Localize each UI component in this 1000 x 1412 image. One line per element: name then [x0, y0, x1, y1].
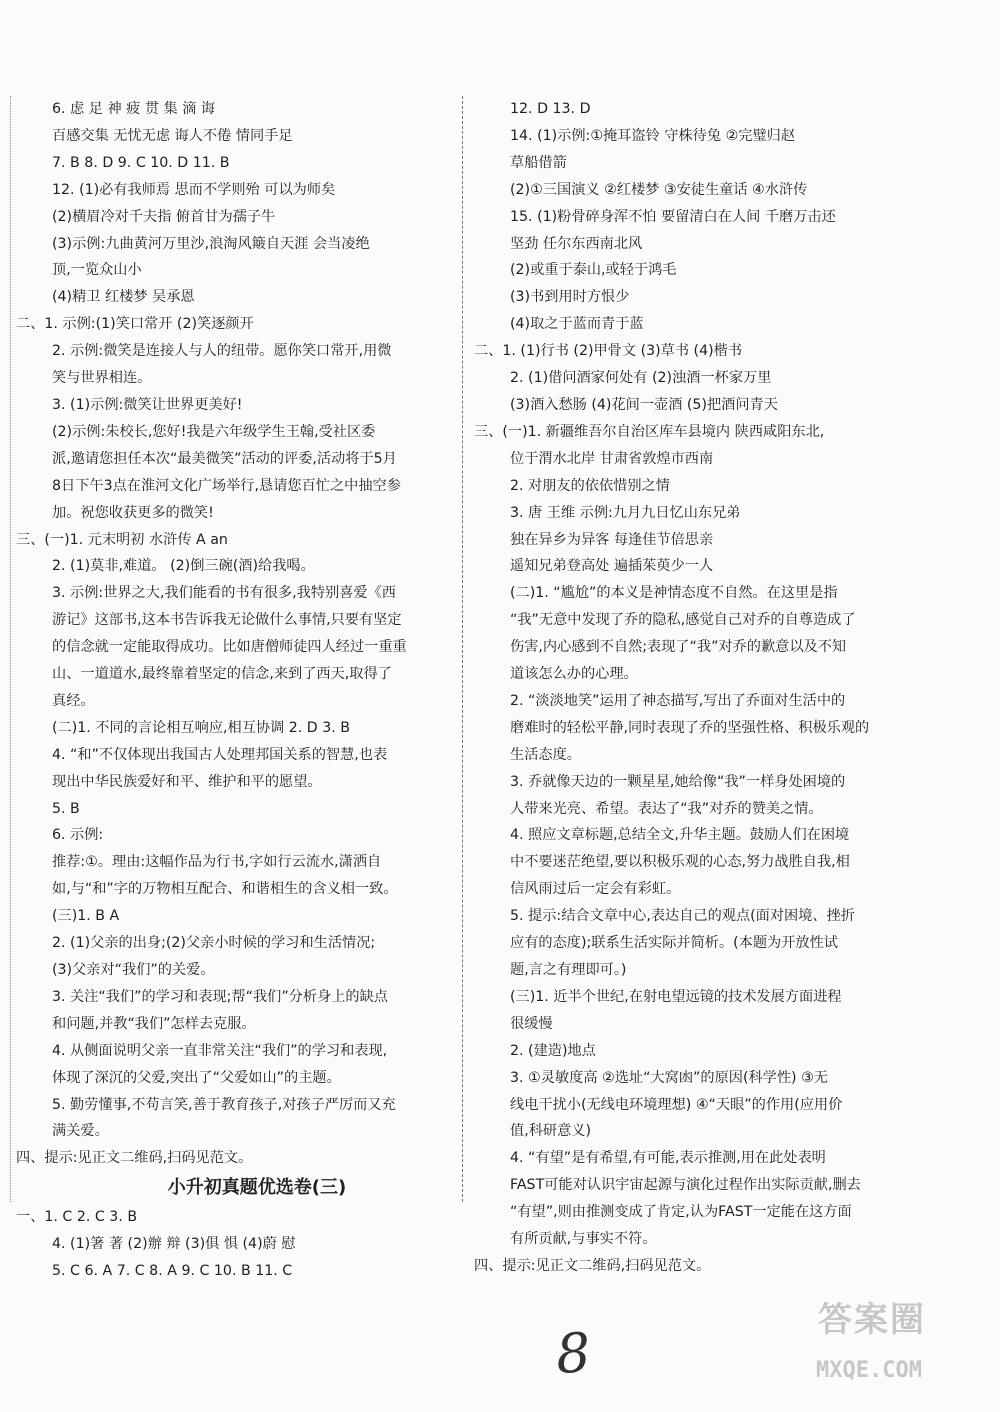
answer-line: 位于渭水北岸 甘肃省敦煌市西南	[510, 450, 714, 467]
answer-line: (4)精卫 红楼梦 吴承恩	[52, 289, 195, 306]
answer-line: 3. 示例:世界之大,我们能看的书有很多,我特别喜爱《西	[52, 585, 396, 602]
answer-line: 12. (1)必有我师焉 思而不学则殆 可以为师矣	[52, 181, 336, 198]
answer-line: “我”无意中发现了乔的隐私,感觉自己对乔的自尊造成了	[510, 612, 856, 629]
section-title: 小升初真题优选卷(三)	[167, 1177, 347, 1199]
answer-line: (4)取之于蓝而青于蓝	[510, 316, 644, 333]
answer-line: 题,言之有理即可。)	[510, 962, 627, 978]
answer-line: (3)书到用时方恨少	[510, 289, 630, 306]
answer-line: 山、一道道水,最终靠着坚定的信念,来到了西天,取得了	[52, 666, 392, 683]
answer-line: 生活态度。	[510, 746, 581, 763]
answer-line: 3. 乔就像天边的一颗星星,她给像“我”一样身处困境的	[510, 773, 846, 790]
answer-line: 值,科研意义)	[510, 1123, 591, 1140]
column-divider	[462, 96, 463, 1202]
answer-line: 4. “和”不仅体现出我国古人处理邦国关系的智慧,也表	[52, 746, 388, 763]
answer-line: 三、(一)1. 元末明初 水浒传 A an	[16, 531, 228, 548]
answer-line: (2)或重于泰山,或轻于鸿毛	[510, 262, 677, 279]
answer-line: 2. “淡淡地笑”运用了神态描写,写出了乔面对生活中的	[510, 692, 846, 709]
answer-line: 一、1. C 2. C 3. B	[16, 1209, 138, 1226]
answer-line: 2. (1)借问酒家何处有 (2)浊酒一杯家万里	[510, 370, 772, 387]
answer-line: 游记》这部书,这本书告诉我无论做什么事情,只要有坚定	[52, 612, 402, 629]
answer-line: (2)①三国演义 ②红楼梦 ③安徒生童话 ④水浒传	[510, 181, 808, 198]
answer-line: 笑与世界相连。	[52, 370, 152, 387]
answer-line: 7. B 8. D 9. C 10. D 11. B	[52, 154, 230, 171]
answer-line: 坚劲 任尔东西南北风	[510, 235, 643, 252]
answer-line: 4. 从侧面说明父亲一直非常关注“我们”的学习和表现,	[52, 1042, 388, 1059]
page-number: 8	[553, 1320, 593, 1387]
answer-line: 人带来光亮、希望。表达了“我”对乔的赞美之情。	[510, 800, 823, 817]
answer-line: (2)横眉冷对千夫指 俯首甘为孺子牛	[52, 208, 276, 225]
answer-line: (3)酒入愁肠 (4)花间一壶酒 (5)把酒问青天	[510, 396, 778, 413]
answer-line: 四、提示:见正文二维码,扫码见范文。	[474, 1257, 711, 1274]
answer-line: 体现了深沉的父爱,突出了“父爱如山”的主题。	[52, 1069, 341, 1086]
answer-line: 5. C 6. A 7. C 8. A 9. C 10. B 11. C	[52, 1263, 293, 1280]
answer-line: 应有的态度);联系生活实际并简析。(本题为开放性试	[510, 935, 838, 952]
answer-line: FAST可能对认识宇宙起源与演化过程作出实际贡献,删去	[510, 1177, 861, 1194]
answer-line: 顶,一览众山小	[52, 262, 142, 279]
left-margin-rule	[10, 96, 11, 1202]
answer-line: 5. B	[52, 800, 80, 817]
answer-line: 线电干扰小(无线电环境理想) ④“天眼”的作用(应用价	[510, 1096, 843, 1113]
answer-line: 4. “有望”是有希望,有可能,表示推测,用在此处表明	[510, 1150, 826, 1167]
answer-line: 满关爱。	[52, 1123, 109, 1140]
answer-line: “有望”,则由推测变成了肯定,认为FAST一定能在这方面	[510, 1204, 852, 1221]
answer-line: 和问题,并教“我们”怎样去克服。	[52, 1015, 256, 1032]
answer-line: 独在异乡为异客 每逢佳节倍思亲	[510, 531, 714, 548]
answer-line: 3. 关注“我们”的学习和表现;帮“我们”分析身上的缺点	[52, 988, 388, 1005]
answer-line: 15. (1)粉骨碎身浑不怕 要留清白在人间 千磨万击还	[510, 208, 836, 225]
answer-line: 6. 示例:	[52, 827, 104, 844]
answer-line: 3. (1)示例:微笑让世界更美好!	[52, 396, 243, 413]
answer-line: 二、1. (1)行书 (2)甲骨文 (3)草书 (4)楷书	[474, 343, 743, 360]
answer-line: 伤害,内心感到不自然;表现了“我”对乔的歉意以及不知	[510, 639, 847, 656]
answer-line: 3. 唐 王维 示例:九月九日忆山东兄弟	[510, 504, 741, 521]
answer-line: 信风雨过后一定会有彩虹。	[510, 881, 681, 898]
watermark-url-text: MXQE.COM	[816, 1358, 922, 1383]
answer-line: 很缓慢	[510, 1015, 553, 1032]
answer-line: 百感交集 无忧无虑 诲人不倦 情同手足	[52, 127, 293, 144]
answer-line: 2. 示例:微笑是连接人与人的纽带。愿你笑口常开,用微	[52, 343, 392, 360]
answer-line: 派,邀请您担任本次“最美微笑”活动的评委,活动将于5月	[52, 450, 397, 467]
answer-line: 4. 照应文章标题,总结全文,升华主题。鼓励人们在困境	[510, 827, 850, 844]
answer-line: 中不要迷茫绝望,要以积极乐观的心态,努力战胜自我,相	[510, 854, 850, 871]
answer-line: 5. 勤劳懂事,不苟言笑,善于教育孩子,对孩子严厉而又充	[52, 1096, 396, 1113]
answer-line: (三)1. 近半个世纪,在射电望远镜的技术发展方面进程	[510, 988, 842, 1005]
answer-line: 草船借箭	[510, 154, 567, 171]
answer-line: 二、1. 示例:(1)笑口常开 (2)笑逐颜开	[16, 316, 254, 333]
answer-line: 道该怎么办的心理。	[510, 666, 638, 683]
left-answer-column	[16, 96, 458, 1285]
watermark-main-text: 答案圈	[818, 1300, 926, 1340]
answer-line: 加。祝您收获更多的微笑!	[52, 504, 214, 521]
answer-line: 2. (建造)地点	[510, 1042, 596, 1059]
answer-line: 4. (1)箸 著 (2)辦 辩 (3)俱 惧 (4)蔚 慰	[52, 1236, 296, 1253]
answer-line: (三)1. B A	[52, 908, 120, 925]
answer-line: (2)示例:朱校长,您好!我是六年级学生王翰,受社区委	[52, 423, 376, 440]
answer-line: 的信念就一定能取得成功。比如唐僧师徒四人经过一重重	[52, 639, 407, 656]
answer-line: 2. 对朋友的依依惜别之情	[510, 477, 670, 494]
answer-line: (3)示例:九曲黄河万里沙,浪淘风簸自天涯 会当凌绝	[52, 235, 370, 252]
answer-line: 3. ①灵敏度高 ②选址“大窝凼”的原因(科学性) ③无	[510, 1069, 828, 1086]
answer-line: 6. 虑 足 神 疲 贯 集 滴 诲	[52, 101, 216, 117]
answer-line: 14. (1)示例:①掩耳盗铃 守株待兔 ②完璧归赵	[510, 127, 796, 144]
answer-line: 8日下午3点在淮河文化广场举行,恳请您百忙之中抽空参	[52, 477, 401, 494]
answer-line: 如,与“和”字的万物相互配合、和谐相生的含义相一致。	[52, 881, 398, 898]
answer-line: 推荐:①。理由:这幅作品为行书,字如行云流水,潇洒自	[52, 854, 382, 871]
answer-line: 有所贡献,与事实不符。	[510, 1231, 657, 1248]
answer-line: 12. D 13. D	[510, 101, 591, 117]
answer-line: (二)1. 不同的言论相互响应,相互协调 2. D 3. B	[52, 719, 351, 736]
answer-line: (3)父亲对“我们”的关爱。	[52, 962, 215, 978]
answer-line: 真经。	[52, 692, 95, 709]
answer-line: (二)1. “尴尬”的本义是神情态度不自然。在这里是指	[510, 585, 838, 602]
right-answer-column	[474, 96, 882, 1280]
answer-line: 磨难时的轻松平静,同时表现了乔的坚强性格、积极乐观的	[510, 719, 870, 736]
answer-line: 5. 提示:结合文章中心,表达自己的观点(面对困境、挫折	[510, 908, 855, 925]
answer-line: 现出中华民族爱好和平、维护和平的愿望。	[52, 773, 322, 790]
answer-line: 三、(一)1. 新疆维吾尔自治区库车县境内 陕西咸阳东北,	[474, 423, 825, 440]
answer-line: 2. (1)父亲的出身;(2)父亲小时候的学习和生活情况;	[52, 935, 376, 952]
answer-line: 2. (1)莫非,难道。 (2)倒三碗(酒)给我喝。	[52, 558, 315, 575]
answer-line: 遥知兄弟登高处 遍插茱萸少一人	[510, 558, 714, 575]
watermark-logo	[812, 1292, 992, 1402]
answer-line: 四、提示:见正文二维码,扫码见范文。	[16, 1150, 253, 1167]
